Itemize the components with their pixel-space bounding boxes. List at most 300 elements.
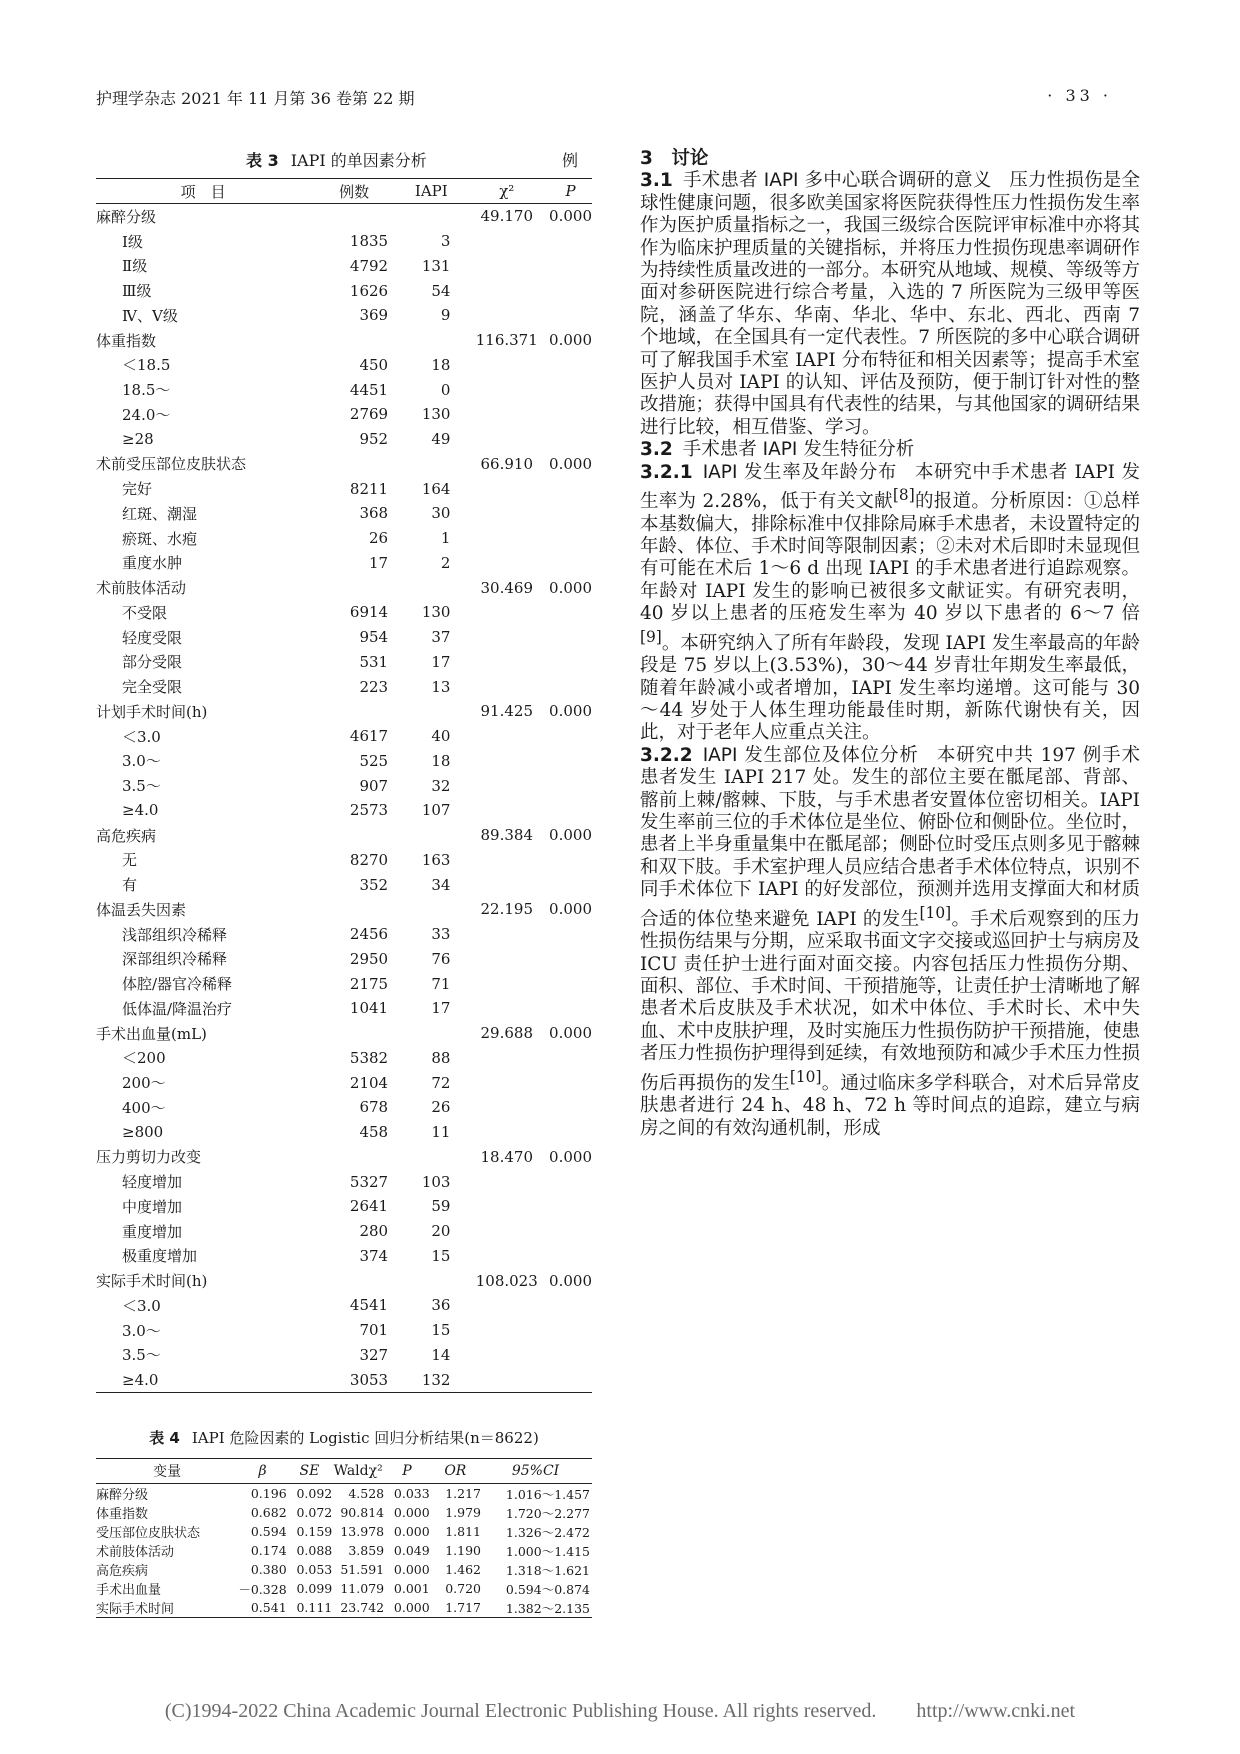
table3-cell-chi2 [464, 402, 549, 427]
table3-cell-chi2 [464, 1293, 549, 1318]
table3-cell-iapi: 1 [440, 529, 451, 548]
table4-cell-wald: 23.742 [340, 1600, 385, 1615]
table4-cell-se: 0.088 [296, 1543, 333, 1558]
table3-cell-chi2 [464, 501, 549, 526]
citation: [8] [892, 486, 915, 505]
table3-row [96, 501, 592, 526]
table3-row [96, 353, 592, 378]
table3-row [96, 1244, 592, 1269]
table3-cell-chi2: 116.371 [475, 331, 538, 350]
discussion-heading: 3 讨论 [640, 148, 709, 169]
table3-row [96, 922, 592, 947]
table3-row [96, 1318, 592, 1343]
table3-cell-n: 450 [359, 355, 389, 374]
table3-cell-iapi: 132 [421, 1370, 451, 1389]
table3-cell-n: 954 [359, 628, 389, 647]
table3-row [96, 254, 592, 279]
table3-cell-item: Ⅳ、Ⅴ级 [122, 306, 178, 325]
table3-cell-iapi: 72 [431, 1073, 451, 1092]
citation: [10] [789, 1067, 822, 1086]
table3-cell-n [310, 897, 398, 922]
table3-cell-chi2 [464, 476, 549, 501]
table3-row [96, 848, 592, 873]
table3-cell-item: 不受限 [122, 603, 168, 622]
table3-cell-iapi: 76 [431, 949, 451, 968]
table3-cell-p [549, 1194, 592, 1219]
table4-cell-beta: 0.380 [250, 1562, 287, 1577]
page-number: · 33 · [1047, 86, 1112, 105]
table3-row [96, 1095, 592, 1120]
table3-cell-item: 有 [122, 876, 138, 895]
table4-cell-wald: 13.978 [340, 1524, 385, 1539]
table3-cell-chi2: 49.170 [480, 207, 533, 226]
table3-cell-item: 计划手术时间(h) [96, 702, 208, 721]
table3-cell-iapi: 37 [431, 628, 451, 647]
table3-cell-p [549, 501, 592, 526]
table4-cell-or: 1.979 [445, 1505, 482, 1520]
table3-cell-iapi [398, 699, 464, 724]
table3-cell-p: 0.000 [549, 826, 592, 845]
table3-cell-chi2: 30.469 [480, 578, 533, 597]
table3-group-row [96, 897, 592, 922]
section-3-2-number: 3.2 [640, 439, 673, 461]
table4-col-wald: Waldχ² [332, 1459, 384, 1484]
table3-cell-n: 907 [359, 776, 389, 795]
table4-cell-beta: 0.196 [250, 1486, 287, 1501]
table3-cell-n [310, 204, 398, 229]
table3-cell-n: 4451 [349, 380, 389, 399]
table3-cell-iapi: 15 [431, 1321, 451, 1340]
table3-cell-chi2 [464, 872, 549, 897]
table3-cell-item: 高危疾病 [96, 826, 157, 845]
table3-cell-item: 24.0～ [122, 405, 171, 424]
table3-cell-p [549, 1046, 592, 1071]
table4-col-var: 变量 [96, 1459, 238, 1484]
table3-cell-iapi: 13 [431, 677, 451, 696]
section-3-2-1-text: 的报道。分析原因：①总样本基数偏大，排除标准中仅排除局麻手术患者，未设置特定的年龄、体位、手术时间等限制因素；②未对术后即时未显现但有可能在术后 1～6 d 出现 IAPI 的手术患者进行追踪观察。年龄对 IAPI 发生的影响已被很多文献证实。有研究表明，40 岁以上患者的压疮发生率为 40 岁以下患者的 6～7 倍 [640, 491, 1140, 625]
table3-cell-chi2: 22.195 [480, 900, 533, 919]
table3-cell-iapi: 32 [431, 776, 451, 795]
table3-row [96, 278, 592, 303]
table3-cell-item: 麻醉分级 [96, 207, 157, 226]
table3-cell-item: 体腔/器官冷稀释 [122, 975, 233, 994]
table4-cell-wald: 90.814 [340, 1505, 385, 1520]
table3-cell-p: 0.000 [549, 454, 592, 473]
table3-cell-item: 极重度增加 [122, 1247, 198, 1266]
table3-cell-iapi: 131 [421, 256, 451, 275]
table3-row [96, 1194, 592, 1219]
table3-cell-chi2 [464, 1244, 549, 1269]
table3-group-row [96, 1021, 592, 1046]
table3-cell-iapi [398, 204, 464, 229]
table3-cell-n: 17 [369, 553, 389, 572]
table3-row [96, 625, 592, 650]
table3-cell-p [549, 427, 592, 452]
table3-cell-chi2 [464, 303, 549, 328]
table3-cell-chi2 [464, 254, 549, 279]
section-3-1-title: 手术患者 IAPI 多中心联合调研的意义 [682, 170, 992, 192]
table3-cell-iapi: 15 [431, 1246, 451, 1265]
table3-cell-chi2 [464, 971, 549, 996]
table3-group-row [96, 1268, 592, 1293]
table3-cell-p: 0.000 [549, 331, 592, 350]
table3-cell-item: ≥800 [122, 1123, 164, 1142]
table3-cell-item: 术前受压部位皮肤状态 [96, 455, 247, 474]
table3-cell-p [549, 476, 592, 501]
table3-cell-iapi [398, 823, 464, 848]
table3-cell-item: 3.5～ [122, 777, 161, 796]
table3-cell-iapi: 11 [431, 1123, 451, 1142]
table3-cell-chi2 [464, 1343, 549, 1368]
table3-cell-item: 体重指数 [96, 331, 157, 350]
table4-row [96, 1522, 592, 1541]
table3-cell-iapi: 14 [431, 1345, 451, 1364]
table3-cell-iapi: 3 [440, 232, 451, 251]
table4-cell-ci: 1.000～1.415 [505, 1543, 590, 1559]
table3-cell-p [549, 625, 592, 650]
table3-cell-p [549, 947, 592, 972]
table3-cell-iapi: 18 [431, 751, 451, 770]
table4-col-or: OR [430, 1459, 481, 1484]
table3-cell-iapi: 103 [421, 1172, 451, 1191]
table3-col-iapi: IAPI [398, 179, 464, 204]
table4-cell-p: 0.033 [393, 1486, 430, 1501]
table3-cell-chi2 [464, 1095, 549, 1120]
table3-cell-iapi: 130 [421, 405, 451, 424]
table3-cell-item: 3.0～ [122, 752, 161, 771]
table3-cell-chi2 [464, 229, 549, 254]
table3-cell-chi2 [464, 1318, 549, 1343]
table3-cell-iapi: 2 [440, 553, 451, 572]
table3-row [96, 872, 592, 897]
table3-row [96, 1343, 592, 1368]
table3-body [96, 204, 592, 1393]
table4-cell-or: 1.462 [445, 1562, 482, 1577]
table3-cell-chi2 [464, 526, 549, 551]
table3-cell-p [549, 1070, 592, 1095]
table4-cell-var: 术前肢体活动 [96, 1545, 175, 1560]
table3-cell-n: 5327 [349, 1172, 389, 1191]
table3-cell-p [549, 1318, 592, 1343]
table4-header-row [96, 1459, 592, 1484]
table3-cell-item: 3.0～ [122, 1321, 161, 1340]
table3-cell-chi2 [464, 724, 549, 749]
table3-cell-p: 0.000 [549, 1024, 592, 1043]
table4-cell-p: 0.049 [393, 1543, 430, 1558]
table3-cell-p [549, 922, 592, 947]
table3-cell-chi2 [464, 798, 549, 823]
table3-cell-n: 26 [369, 529, 389, 548]
citation: [9] [640, 627, 662, 646]
table3-cell-item: 手术出血量(mL) [96, 1024, 207, 1043]
table4-cell-wald: 4.528 [348, 1486, 385, 1501]
table3-cell-n: 4792 [349, 256, 389, 275]
table4-caption [96, 1427, 592, 1448]
table3-row [96, 377, 592, 402]
table3 [96, 178, 592, 1393]
table3-row [96, 798, 592, 823]
table3-cell-item: 低体温/降温治疗 [122, 999, 233, 1018]
table3-cell-n: 4617 [349, 727, 389, 746]
table3-cell-iapi: 163 [421, 850, 451, 869]
table3-cell-n: 2573 [349, 801, 389, 820]
table3-row [96, 1293, 592, 1318]
table3-cell-n: 2950 [349, 949, 389, 968]
section-3-2-2-text: 本研究中共 197 例手术患者发生 IAPI 217 处。发生的部位主要在骶尾部、背部、髂前上棘/髂棘、下肢，与手术患者安置体位密切相关。IAPI 发生率前三位的手术体位是坐位、俯卧位和侧卧位。坐位时，患者上半身重量集中在骶尾部；侧卧位时受压点则多见于髂棘和双下肢。手术室护理人员应结合患者手术体位特点，识别不同手术体位下 IAPI 的好发部位，预测并选用支撑面大和材质合适的体位垫来避免 IAPI 的发生 [640, 744, 1140, 930]
table3-group-row [96, 328, 592, 353]
table3-cell-chi2: 29.688 [480, 1024, 533, 1043]
left-column [96, 148, 592, 1618]
table3-cell-p [549, 377, 592, 402]
table3-cell-chi2 [464, 551, 549, 576]
table3-cell-n: 1041 [349, 999, 389, 1018]
table4-cell-se: 0.092 [296, 1486, 333, 1501]
table4-body [96, 1484, 592, 1618]
table3-title: IAPI 的单因素分析 [290, 151, 427, 170]
table4-cell-se: 0.159 [296, 1524, 333, 1539]
table4-cell-ci: 1.720～2.277 [505, 1505, 590, 1521]
table4-cell-or: 0.720 [445, 1581, 482, 1596]
table3-cell-n [310, 823, 398, 848]
table3-col-p: P [549, 179, 592, 204]
table3-cell-chi2: 89.384 [480, 826, 533, 845]
table3-row [96, 724, 592, 749]
table3-row [96, 1367, 592, 1392]
table3-cell-item: 完好 [122, 480, 153, 499]
table4 [96, 1458, 592, 1618]
table3-cell-item: 3.5～ [122, 1346, 161, 1365]
table4-row [96, 1541, 592, 1560]
table4-col-se: SE [287, 1459, 333, 1484]
table3-cell-n: 1626 [349, 281, 389, 300]
table3-group-row [96, 452, 592, 477]
running-head: 护理学杂志 2021 年 11 月第 36 卷第 22 期 [96, 89, 415, 108]
table3-cell-item: 术前肢体活动 [96, 579, 187, 598]
table3-cell-p [549, 353, 592, 378]
table4-cell-or: 1.217 [445, 1486, 482, 1501]
table3-cell-item: 200～ [122, 1074, 166, 1093]
table3-cell-chi2: 108.023 [475, 1271, 538, 1290]
table3-cell-chi2 [464, 377, 549, 402]
table3-cell-p [549, 1120, 592, 1145]
table3-cell-chi2 [464, 922, 549, 947]
section-3-1-number: 3.1 [640, 170, 673, 192]
table3-cell-iapi: 9 [440, 306, 451, 325]
table4-cell-or: 1.811 [445, 1524, 482, 1539]
table4-cell-p: 0.000 [393, 1600, 430, 1615]
table3-cell-chi2: 66.910 [480, 454, 533, 473]
table3-cell-chi2 [464, 1046, 549, 1071]
table3-row [96, 947, 592, 972]
table3-cell-n: 2175 [349, 974, 389, 993]
table4-cell-se: 0.111 [296, 1600, 333, 1615]
table3-cell-item: ＜3.0 [122, 1296, 161, 1315]
table3-cell-item: 体温丢失因素 [96, 900, 187, 919]
table3-cell-n: 280 [359, 1222, 389, 1241]
table3-cell-iapi [398, 1145, 464, 1170]
section-3-1-text: 压力性损伤是全球性健康问题，很多欧美国家将医院获得性压力性损伤发生率作为医护质量指标之一，我国三级综合医院评审标准中亦将其作为临床护理质量的关键指标，并将压力性损伤现患率调研作为持续性质量改进的一部分。本研究从地域、规模、等级等方面对参研医院进行综合考量，入选的 7 所医院为三级甲等医院，涵盖了华东、华南、华北、华中、东北、西北、西南 7 个地域，在全国具有一定代表性。7 所医院的多中心联合调研可了解我国手术室 IAPI 分布特征和相关因素等；提高手术室医护人员对 IAPI 的认知、评估及预防，便于制订针对性的整改措施；获得中国具有代表性的结果，与其他国家的调研结果进行比较，相互借鉴、学习。 [640, 170, 1140, 438]
table3-cell-iapi: 107 [421, 801, 451, 820]
table3-caption [96, 148, 592, 172]
table3-cell-iapi: 40 [431, 727, 451, 746]
table3-cell-n [310, 328, 398, 353]
table4-cell-ci: 1.318～1.621 [505, 1562, 590, 1578]
table3-cell-chi2 [464, 947, 549, 972]
table4-cell-se: 0.053 [296, 1562, 333, 1577]
table3-cell-n: 1835 [349, 232, 389, 251]
table3-cell-chi2 [464, 1194, 549, 1219]
table3-cell-n [310, 1021, 398, 1046]
table4-cell-var: 麻醉分级 [96, 1488, 149, 1503]
table3-cell-item: ＜18.5 [122, 356, 171, 375]
section-3-1 [640, 170, 1140, 439]
table3-cell-iapi [398, 1021, 464, 1046]
table3-cell-item: Ⅰ级 [122, 232, 143, 251]
table3-row [96, 1070, 592, 1095]
table3-cell-n: 525 [359, 751, 389, 770]
table3-cell-p: 0.000 [549, 1147, 592, 1166]
table3-cell-n: 374 [359, 1246, 389, 1265]
table3-group-row [96, 575, 592, 600]
right-column [640, 148, 1140, 1140]
table3-cell-item: Ⅱ级 [122, 257, 148, 276]
table3-cell-p: 0.000 [549, 578, 592, 597]
table3-cell-p: 0.000 [549, 900, 592, 919]
table3-cell-item: 部分受限 [122, 653, 183, 672]
table3-cell-p [549, 724, 592, 749]
table3-cell-iapi: 0 [440, 380, 451, 399]
table3-row [96, 303, 592, 328]
table3-cell-item: 无 [122, 851, 138, 870]
table3-row [96, 1120, 592, 1145]
table3-cell-chi2 [464, 749, 549, 774]
table3-cell-p [549, 1293, 592, 1318]
table3-cell-p [549, 996, 592, 1021]
table4-cell-var: 手术出血量 [96, 1583, 162, 1598]
table3-cell-iapi [398, 897, 464, 922]
table3-cell-n: 701 [359, 1321, 389, 1340]
table4-cell-p: 0.000 [393, 1562, 430, 1577]
table3-col-item: 项 目 [96, 179, 310, 204]
table3-group-row [96, 204, 592, 229]
table3-cell-iapi: 59 [431, 1197, 451, 1216]
table4-cell-se: 0.072 [296, 1505, 333, 1520]
table3-cell-n: 8211 [349, 479, 389, 498]
table3-cell-iapi [398, 575, 464, 600]
table3-cell-p [549, 600, 592, 625]
table4-col-ci: 95%CI [481, 1459, 592, 1484]
table3-cell-item: ＜3.0 [122, 727, 161, 746]
table3-cell-iapi: 71 [431, 974, 451, 993]
table3-row [96, 996, 592, 1021]
table3-cell-chi2 [464, 1120, 549, 1145]
table3-cell-n: 458 [359, 1123, 389, 1142]
table3-row [96, 749, 592, 774]
table4-cell-ci: 0.594～0.874 [505, 1581, 590, 1597]
table3-cell-iapi: 54 [431, 281, 451, 300]
table4-cell-var: 受压部位皮肤状态 [96, 1526, 201, 1541]
section-3-2-2-number: 3.2.2 [640, 744, 693, 766]
table3-cell-p [549, 1169, 592, 1194]
section-3-2-2-title: IAPI 发生部位及体位分析 [702, 744, 919, 766]
table3-cell-item: 轻度受限 [122, 628, 183, 647]
table3-row [96, 1219, 592, 1244]
table3-group-row [96, 699, 592, 724]
table3-cell-p [549, 254, 592, 279]
table3-col-n: 例数 [310, 179, 398, 204]
table3-cell-item: 中度增加 [122, 1197, 183, 1216]
table3-row [96, 650, 592, 675]
section-3-2 [640, 439, 1140, 461]
table3-cell-p [549, 674, 592, 699]
table4-cell-beta: 0.541 [250, 1600, 287, 1615]
table3-cell-chi2 [464, 625, 549, 650]
table3-cell-iapi: 18 [431, 355, 451, 374]
table3-cell-p [549, 1343, 592, 1368]
table3-cell-item: 轻度增加 [122, 1173, 183, 1192]
table3-cell-item: 深部组织冷稀释 [122, 950, 228, 969]
table3-cell-n: 2104 [349, 1073, 389, 1092]
table3-cell-n: 2456 [349, 925, 389, 944]
table3-cell-item: 重度水肿 [122, 554, 183, 573]
table3-cell-p [549, 278, 592, 303]
table3-cell-p [549, 1219, 592, 1244]
table4-col-beta: β [238, 1459, 286, 1484]
table3-cell-n: 223 [359, 677, 389, 696]
table3-cell-item: ≥4.0 [122, 1370, 159, 1389]
table3-cell-p [549, 1367, 592, 1392]
table3-cell-item: Ⅲ级 [122, 282, 152, 301]
table3-row [96, 402, 592, 427]
table4-cell-var: 高危疾病 [96, 1564, 149, 1579]
table3-cell-p [549, 229, 592, 254]
table3-header-row [96, 179, 592, 204]
table3-row [96, 427, 592, 452]
table3-row [96, 1046, 592, 1071]
table4-cell-wald: 3.859 [348, 1543, 385, 1558]
table3-cell-item: 压力剪切力改变 [96, 1148, 202, 1167]
table3-cell-chi2 [464, 996, 549, 1021]
table3-cell-iapi: 20 [431, 1222, 451, 1241]
section-3-2-1 [640, 462, 1140, 745]
table3-cell-item: ＜200 [122, 1049, 166, 1068]
table3-cell-n: 368 [359, 504, 389, 523]
section-3-2-1-title: IAPI 发生率及年龄分布 [702, 461, 897, 483]
table4-cell-or: 1.717 [445, 1600, 482, 1615]
table4-cell-var: 体重指数 [96, 1507, 149, 1522]
table3-cell-chi2 [464, 773, 549, 798]
copyright-footer: (C)1994-2022 China Academic Journal Electronic Publishing House. All rights reserved. http://www.cnki.net [164, 1700, 1076, 1722]
table3-cell-n: 5382 [349, 1048, 389, 1067]
table3-cell-p: 0.000 [549, 1271, 592, 1290]
table3-cell-n: 4541 [349, 1296, 389, 1315]
table3-group-row [96, 1145, 592, 1170]
table3-cell-chi2 [464, 353, 549, 378]
table3-cell-p: 0.000 [549, 702, 592, 721]
table3-cell-item: 400～ [122, 1098, 166, 1117]
table4-cell-ci: 1.326～2.472 [505, 1524, 590, 1540]
table3-cell-p [549, 303, 592, 328]
table3-cell-item: 重度增加 [122, 1222, 183, 1241]
table3-cell-chi2 [464, 674, 549, 699]
table4-cell-se: 0.099 [296, 1581, 333, 1596]
table3-cell-chi2 [464, 848, 549, 873]
table3-cell-n: 531 [359, 652, 389, 671]
table3-cell-p [549, 1095, 592, 1120]
table3-cell-chi2 [464, 1070, 549, 1095]
table3-cell-iapi: 49 [431, 430, 451, 449]
section-3-2-1-text: 。本研究纳入了所有年龄段，发现 IAPI 发生率最高的年龄段是 75 岁以上(3.53%)，30～44 岁青壮年期发生率最低，随着年龄减小或者增加，IAPI 发生率均递增。这可能与 30～44 岁处于人体生理功能最佳时期，新陈代谢快有关，因此，对于老年人应重点关注。 [640, 632, 1140, 744]
